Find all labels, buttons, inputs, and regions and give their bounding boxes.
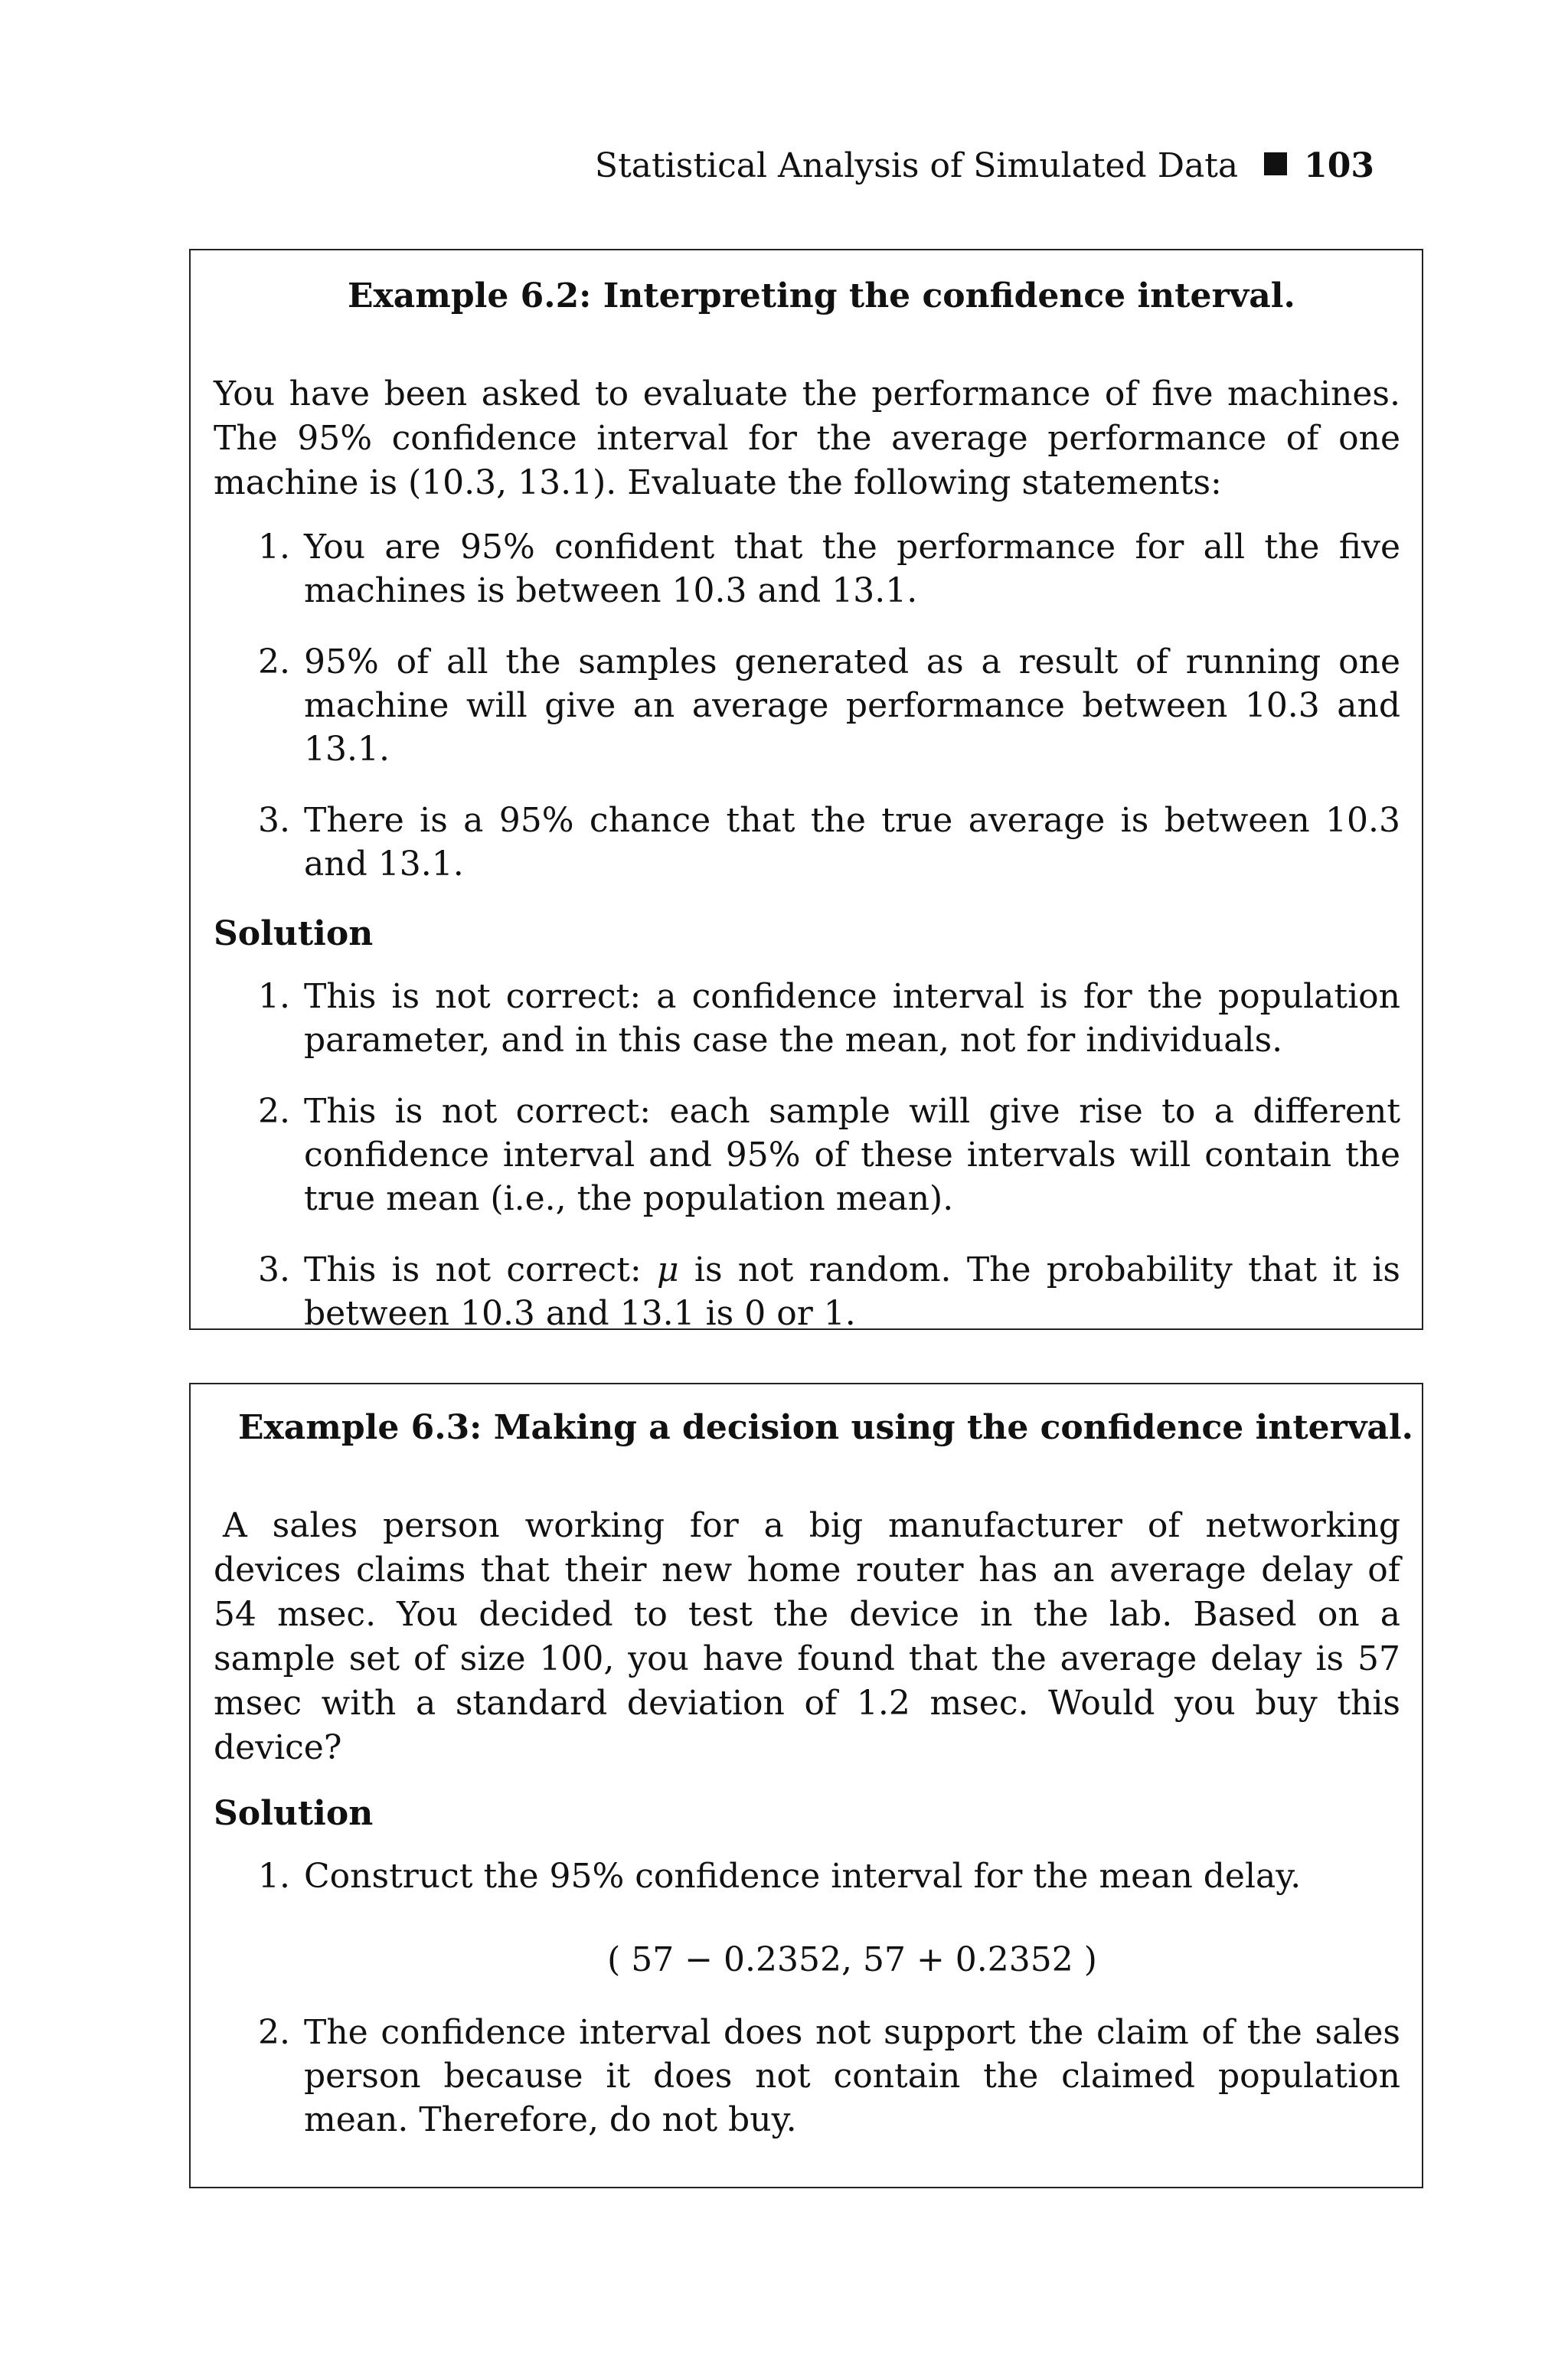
item-text: This is not correct: each sample will give rise to a different confidence interval and 95% of these intervals will contain the true mean (i.e., the population mean). bbox=[304, 1092, 1400, 1218]
example-intro: A sales person working for a big manufacturer of networking devices claims that their new home router has an average delay of 54 msec. You decided to test the device in the lab. Based on a sample set of size 100, you have found that the average delay is 57 msec with a standard deviation of 1.2 msec. Would you buy this device? bbox=[214, 1506, 1400, 1767]
item-number: 1. bbox=[258, 528, 290, 567]
example-title: Example 6.3: Making a decision using the confidence interval. bbox=[238, 1408, 1413, 1447]
page-number: 103 bbox=[1304, 146, 1374, 185]
item-number: 1. bbox=[258, 1857, 290, 1896]
running-title: Statistical Analysis of Simulated Data bbox=[594, 146, 1239, 185]
mu-symbol: μ bbox=[656, 1250, 679, 1289]
list-item bbox=[214, 2011, 1400, 2142]
list-item bbox=[214, 975, 1400, 1062]
item-number: 2. bbox=[258, 1092, 290, 1131]
solution-list bbox=[214, 1854, 1400, 2142]
solution-heading: Solution bbox=[214, 1794, 374, 1833]
example-6-3-box bbox=[189, 1383, 1423, 2188]
confidence-interval-formula: ( 57 − 0.2352, 57 + 0.2352 ) bbox=[607, 1940, 1097, 1979]
list-item bbox=[214, 525, 1400, 613]
item-number: 2. bbox=[258, 2013, 290, 2052]
item-text: 95% of all the samples generated as a result of running one machine will give an average performance between 10.3 and 13.1. bbox=[304, 642, 1400, 769]
solution-list bbox=[214, 975, 1400, 1335]
list-item bbox=[214, 799, 1400, 886]
item-number: 2. bbox=[258, 642, 290, 681]
item-text-before: This is not correct: bbox=[304, 1250, 657, 1289]
item-number: 1. bbox=[258, 977, 290, 1016]
list-item bbox=[214, 640, 1400, 771]
item-text: You are 95% confident that the performance for all the five machines is between 10.3 and 13.1. bbox=[304, 528, 1400, 610]
item-text: Construct the 95% confidence interval for the mean delay. bbox=[304, 1857, 1302, 1896]
list-item bbox=[214, 1090, 1400, 1220]
item-text-after: is not random. The probability that it is between 10.3 and 13.1 is 0 or 1. bbox=[304, 1250, 1400, 1333]
square-bullet-icon bbox=[1264, 152, 1287, 175]
list-item bbox=[214, 1854, 1400, 1982]
example-6-2-box bbox=[189, 249, 1423, 1333]
item-number: 3. bbox=[258, 1250, 290, 1289]
item-text: The confidence interval does not support the claim of the sales person because it does not contain the claimed population mean. Therefore, do not buy. bbox=[304, 2013, 1400, 2139]
solution-heading: Solution bbox=[214, 914, 374, 953]
example-intro: You have been asked to evaluate the performance of five machines. The 95% confidence interval for the average performance of one machine is (10.3, 13.1). Evaluate the following statements: bbox=[214, 374, 1400, 502]
running-header bbox=[595, 145, 1374, 187]
list-item bbox=[214, 1248, 1400, 1335]
item-number: 3. bbox=[258, 801, 290, 840]
statement-list bbox=[214, 525, 1400, 886]
item-text: There is a 95% chance that the true average is between 10.3 and 13.1. bbox=[304, 801, 1400, 884]
item-text: This is not correct: a confidence interval is for the population parameter, and in this case the mean, not for individuals. bbox=[304, 977, 1400, 1060]
example-title: Example 6.2: Interpreting the confidence interval. bbox=[348, 276, 1295, 315]
